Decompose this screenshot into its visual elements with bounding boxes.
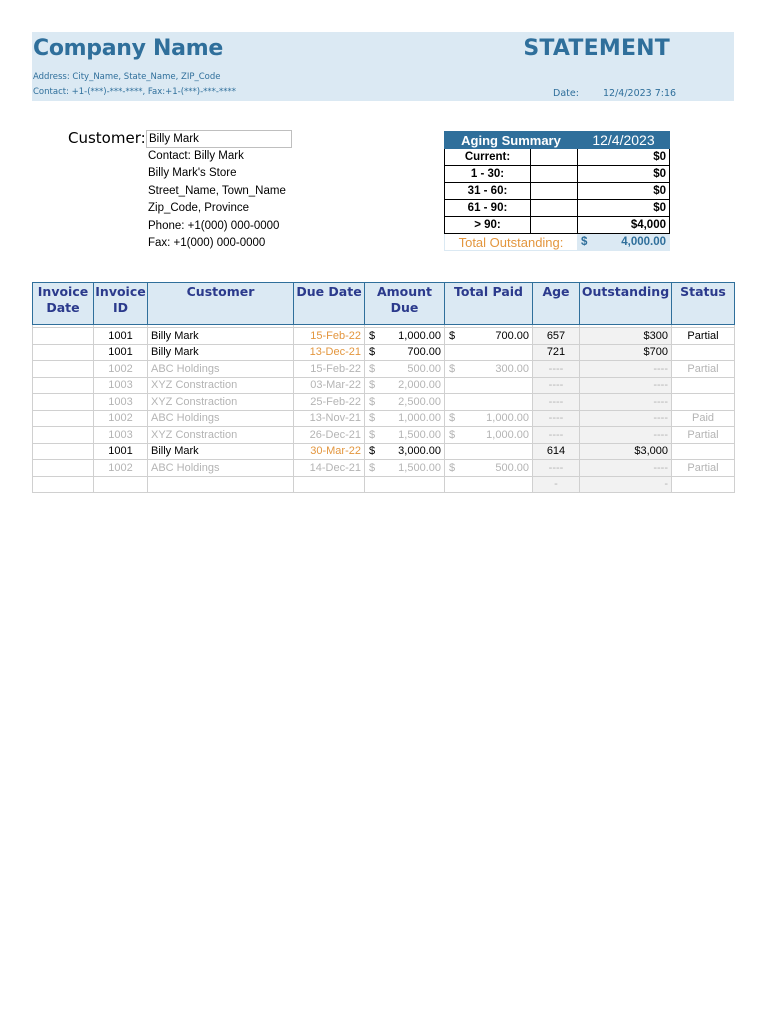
total-paid-cell[interactable] bbox=[445, 394, 533, 411]
date-value: 12/4/2023 7:16 bbox=[603, 88, 677, 99]
invoice-id-cell[interactable]: 1002 bbox=[94, 361, 148, 378]
amount-due-cell[interactable] bbox=[365, 394, 445, 411]
statement-header bbox=[32, 32, 734, 101]
customer-cell[interactable]: Billy Mark bbox=[148, 328, 294, 345]
outstanding-cell: - bbox=[580, 476, 672, 493]
invoice-id-cell[interactable]: 1002 bbox=[94, 410, 148, 427]
due-date-cell[interactable]: 03-Mar-22 bbox=[294, 377, 365, 394]
customer-cell[interactable]: ABC Holdings bbox=[148, 460, 294, 477]
total-paid-cell[interactable] bbox=[445, 427, 533, 444]
paid-value: 500.00 bbox=[495, 461, 529, 474]
status-cell[interactable]: Partial bbox=[672, 427, 735, 444]
aging-row bbox=[445, 217, 670, 234]
customer-cell[interactable]: ABC Holdings bbox=[148, 361, 294, 378]
table-row[interactable] bbox=[33, 460, 735, 477]
age-cell: ---- bbox=[533, 394, 580, 411]
amount-currency: $ bbox=[369, 395, 376, 408]
outstanding-cell: ---- bbox=[580, 427, 672, 444]
aging-row-label: 61 - 90: bbox=[445, 200, 531, 217]
paid-currency: $ bbox=[449, 362, 456, 375]
age-cell: 657 bbox=[533, 328, 580, 345]
col-due-date[interactable]: Due Date bbox=[294, 283, 365, 325]
amount-currency: $ bbox=[369, 412, 376, 425]
paid-currency: $ bbox=[449, 461, 456, 474]
col-total-paid[interactable]: Total Paid bbox=[445, 283, 533, 325]
invoice-id-cell[interactable]: 1001 bbox=[94, 443, 148, 460]
customer-cell[interactable]: XYZ Constraction bbox=[148, 377, 294, 394]
paid-value: 700.00 bbox=[495, 329, 529, 342]
due-date-cell[interactable]: 26-Dec-21 bbox=[294, 427, 365, 444]
invoice-date-cell[interactable] bbox=[33, 460, 94, 477]
paid-value: 1,000.00 bbox=[486, 412, 529, 425]
total-paid-cell[interactable] bbox=[445, 460, 533, 477]
aging-summary bbox=[444, 131, 670, 251]
amount-currency: $ bbox=[369, 346, 376, 359]
total-amount: 4,000.00 bbox=[621, 236, 666, 248]
table-row[interactable] bbox=[33, 476, 735, 493]
customer-zip: Zip_Code, Province bbox=[148, 202, 249, 214]
total-paid-cell[interactable] bbox=[445, 344, 533, 361]
aging-row bbox=[445, 183, 670, 200]
age-cell: ---- bbox=[533, 427, 580, 444]
due-date-cell[interactable]: 14-Dec-21 bbox=[294, 460, 365, 477]
aging-date: 12/4/2023 bbox=[578, 132, 670, 149]
aging-row bbox=[445, 200, 670, 217]
invoice-id-cell[interactable]: 1002 bbox=[94, 460, 148, 477]
aging-row-value: $0 bbox=[578, 183, 670, 200]
customer-phone: Phone: +1(000) 000-0000 bbox=[148, 220, 280, 232]
outstanding-cell: ---- bbox=[580, 361, 672, 378]
col-status[interactable]: Status bbox=[672, 283, 735, 325]
invoice-header-row bbox=[33, 283, 735, 325]
invoice-date-cell[interactable] bbox=[33, 328, 94, 345]
table-row[interactable] bbox=[33, 443, 735, 460]
customer-store: Billy Mark's Store bbox=[148, 167, 237, 179]
age-cell: - bbox=[533, 476, 580, 493]
age-cell: ---- bbox=[533, 460, 580, 477]
amount-currency: $ bbox=[369, 379, 376, 392]
aging-row-value: $4,000 bbox=[578, 217, 670, 234]
amount-currency: $ bbox=[369, 329, 376, 342]
aging-row bbox=[445, 166, 670, 183]
outstanding-cell: $3,000 bbox=[580, 443, 672, 460]
status-cell[interactable] bbox=[672, 476, 735, 493]
customer-fax: Fax: +1(000) 000-0000 bbox=[148, 237, 266, 249]
amount-due-cell[interactable] bbox=[365, 328, 445, 345]
customer-contact: Contact: Billy Mark bbox=[148, 150, 244, 162]
amount-due-cell[interactable] bbox=[365, 377, 445, 394]
status-cell[interactable]: Partial bbox=[672, 460, 735, 477]
customer-cell[interactable]: XYZ Constraction bbox=[148, 427, 294, 444]
amount-due-cell[interactable] bbox=[365, 427, 445, 444]
table-row[interactable] bbox=[33, 394, 735, 411]
total-paid-cell[interactable] bbox=[445, 377, 533, 394]
table-row[interactable] bbox=[33, 328, 735, 345]
amount-currency: $ bbox=[369, 362, 376, 375]
due-date-cell[interactable]: 15-Feb-22 bbox=[294, 328, 365, 345]
customer-cell[interactable]: ABC Holdings bbox=[148, 410, 294, 427]
aging-title: Aging Summary bbox=[445, 132, 578, 149]
amount-value: 1,500.00 bbox=[398, 428, 441, 441]
invoice-date-cell[interactable] bbox=[33, 443, 94, 460]
col-outstanding[interactable]: Outstanding bbox=[580, 283, 672, 325]
outstanding-cell: $700 bbox=[580, 344, 672, 361]
paid-currency: $ bbox=[449, 428, 456, 441]
due-date-cell[interactable] bbox=[294, 476, 365, 493]
invoice-date-cell[interactable] bbox=[33, 361, 94, 378]
status-cell[interactable] bbox=[672, 443, 735, 460]
col-age[interactable]: Age bbox=[533, 283, 580, 325]
statement-title: STATEMENT bbox=[523, 36, 670, 61]
amount-value: 3,000.00 bbox=[398, 445, 441, 458]
outstanding-cell: ---- bbox=[580, 460, 672, 477]
customer-cell[interactable]: Billy Mark bbox=[148, 344, 294, 361]
outstanding-cell: ---- bbox=[580, 377, 672, 394]
due-date-cell[interactable]: 15-Feb-22 bbox=[294, 361, 365, 378]
invoice-date-cell[interactable] bbox=[33, 394, 94, 411]
status-cell[interactable] bbox=[672, 394, 735, 411]
table-row[interactable] bbox=[33, 377, 735, 394]
col-customer[interactable]: Customer bbox=[148, 283, 294, 325]
due-date-cell[interactable]: 13-Dec-21 bbox=[294, 344, 365, 361]
due-date-cell[interactable]: 25-Feb-22 bbox=[294, 394, 365, 411]
amount-currency: $ bbox=[369, 428, 376, 441]
amount-due-cell[interactable] bbox=[365, 344, 445, 361]
age-cell: ---- bbox=[533, 377, 580, 394]
status-cell[interactable] bbox=[672, 344, 735, 361]
company-contact: Contact: +1-(***)-***-****, Fax:+1-(***)-***-**** bbox=[33, 87, 236, 97]
aging-row-value: $0 bbox=[578, 166, 670, 183]
amount-currency: $ bbox=[369, 461, 376, 474]
aging-row-value: $0 bbox=[578, 200, 670, 217]
amount-value: 1,000.00 bbox=[398, 329, 441, 342]
table-row[interactable] bbox=[33, 410, 735, 427]
invoice-date-cell[interactable] bbox=[33, 377, 94, 394]
total-paid-cell[interactable] bbox=[445, 476, 533, 493]
aging-row-label: 31 - 60: bbox=[445, 183, 531, 200]
aging-row-value: $0 bbox=[578, 149, 670, 166]
paid-value: 300.00 bbox=[495, 362, 529, 375]
amount-due-cell[interactable] bbox=[365, 460, 445, 477]
total-paid-cell[interactable] bbox=[445, 443, 533, 460]
invoice-date-cell[interactable] bbox=[33, 476, 94, 493]
invoice-date-cell[interactable] bbox=[33, 344, 94, 361]
amount-due-cell[interactable] bbox=[365, 476, 445, 493]
invoice-id-cell[interactable]: 1003 bbox=[94, 394, 148, 411]
amount-value: 500.00 bbox=[407, 362, 441, 375]
customer-name-field[interactable]: Billy Mark bbox=[146, 130, 292, 148]
total-outstanding-label: Total Outstanding: bbox=[445, 234, 578, 251]
amount-value: 2,000.00 bbox=[398, 379, 441, 392]
invoice-id-cell[interactable]: 1001 bbox=[94, 328, 148, 345]
paid-currency: $ bbox=[449, 412, 456, 425]
aging-row-label: > 90: bbox=[445, 217, 531, 234]
invoice-id-cell[interactable] bbox=[94, 476, 148, 493]
customer-cell[interactable] bbox=[148, 476, 294, 493]
invoice-id-cell[interactable]: 1001 bbox=[94, 344, 148, 361]
customer-label: Customer: bbox=[68, 129, 146, 147]
col-amount-due[interactable]: Amount Due bbox=[365, 283, 445, 325]
age-cell: 721 bbox=[533, 344, 580, 361]
status-cell[interactable] bbox=[672, 377, 735, 394]
invoice-date-cell[interactable] bbox=[33, 427, 94, 444]
due-date-cell[interactable]: 30-Mar-22 bbox=[294, 443, 365, 460]
paid-value: 1,000.00 bbox=[486, 428, 529, 441]
due-date-cell[interactable]: 13-Nov-21 bbox=[294, 410, 365, 427]
status-cell[interactable]: Paid bbox=[672, 410, 735, 427]
total-paid-cell[interactable] bbox=[445, 361, 533, 378]
invoice-id-cell[interactable]: 1003 bbox=[94, 377, 148, 394]
amount-value: 2,500.00 bbox=[398, 395, 441, 408]
col-invoice-date[interactable]: Invoice Date bbox=[33, 283, 94, 325]
amount-currency: $ bbox=[369, 445, 376, 458]
amount-due-cell[interactable] bbox=[365, 443, 445, 460]
customer-cell[interactable]: XYZ Constraction bbox=[148, 394, 294, 411]
outstanding-cell: ---- bbox=[580, 410, 672, 427]
age-cell: ---- bbox=[533, 410, 580, 427]
outstanding-cell: ---- bbox=[580, 394, 672, 411]
amount-value: 700.00 bbox=[407, 346, 441, 359]
invoice-date-cell[interactable] bbox=[33, 410, 94, 427]
total-paid-cell[interactable] bbox=[445, 328, 533, 345]
age-cell: 614 bbox=[533, 443, 580, 460]
aging-row-label: Current: bbox=[445, 149, 531, 166]
paid-currency: $ bbox=[449, 329, 456, 342]
aging-row-label: 1 - 30: bbox=[445, 166, 531, 183]
total-paid-cell[interactable] bbox=[445, 410, 533, 427]
outstanding-cell: $300 bbox=[580, 328, 672, 345]
status-cell[interactable]: Partial bbox=[672, 328, 735, 345]
date-label: Date: bbox=[553, 88, 579, 99]
amount-value: 1,000.00 bbox=[398, 412, 441, 425]
col-invoice-id[interactable]: Invoice ID bbox=[94, 283, 148, 325]
total-currency: $ bbox=[581, 236, 588, 248]
aging-row bbox=[445, 149, 670, 166]
customer-street: Street_Name, Town_Name bbox=[148, 185, 286, 197]
customer-cell[interactable]: Billy Mark bbox=[148, 443, 294, 460]
company-name: Company Name bbox=[33, 36, 223, 61]
status-cell[interactable]: Partial bbox=[672, 361, 735, 378]
table-row[interactable] bbox=[33, 427, 735, 444]
amount-value: 1,500.00 bbox=[398, 461, 441, 474]
company-address: Address: City_Name, State_Name, ZIP_Code bbox=[33, 72, 221, 82]
invoice-table bbox=[32, 282, 735, 493]
amount-due-cell[interactable] bbox=[365, 361, 445, 378]
amount-due-cell[interactable] bbox=[365, 410, 445, 427]
age-cell: ---- bbox=[533, 361, 580, 378]
total-outstanding-value bbox=[578, 234, 670, 251]
table-row[interactable] bbox=[33, 361, 735, 378]
invoice-id-cell[interactable]: 1003 bbox=[94, 427, 148, 444]
table-row[interactable] bbox=[33, 344, 735, 361]
